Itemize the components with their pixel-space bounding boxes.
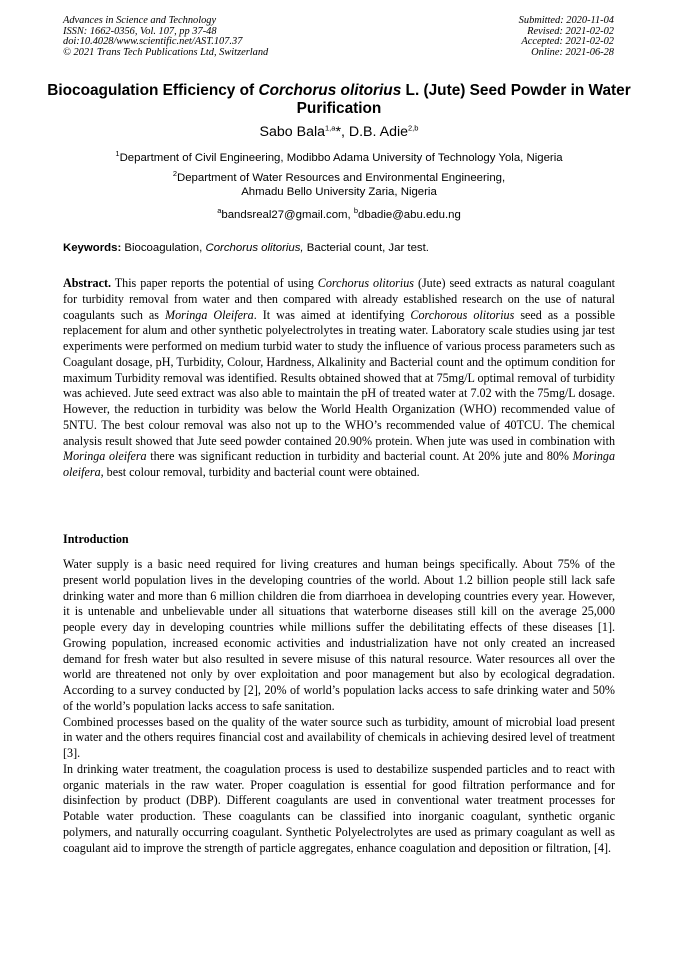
author-2-affiliation: 2,b: [408, 123, 419, 133]
email-a: bandsreal27@gmail.com,: [221, 209, 354, 221]
affiliation-2: [0, 171, 678, 199]
abstract-label: Abstract.: [63, 276, 112, 290]
paper-title: [40, 82, 638, 118]
submitted-date: Submitted: 2020-11-04: [518, 15, 614, 26]
corresponding-mark: *,: [335, 124, 349, 140]
publication-dates: [519, 16, 614, 58]
author-1-affiliation: 1,a: [325, 123, 336, 133]
abstract-text: (Jute) seed extracts as natural coagulant for turbidity removal from water and then compared with already established research on the use of natural coagulants such as: [63, 276, 616, 322]
author-emails: [0, 208, 678, 222]
abstract-text: . It was aimed at identifying: [253, 307, 411, 322]
introduction-paragraph-1: Water supply is a basic need required for living creatures and human beings specifically. About 75% of the present world population lives in the developing countries of the world. About 1.2 billion people still lack safe drinking water and more than 6 million children die from diarrhoea in developing countries every year. However, it is untenable and unbelievable under all situations that waterborne diseases still kill on the average 25,000 people every day in developing countries while millions suffer the debilitating effects of these diseases [1]. Growing population, increased economic activities and industrialization have not only created an increased demand for fresh water but also resulted in severe misuse of this natural resource. Water resources all over the world are threatened not only by over exploitation and poor management but also by ecological degradation. According to a survey conducted by [2], 20% of world’s population lacks access to safe drinking water and 50% of the world’s population lacks access to safe sanitation.: [63, 557, 615, 713]
email-b-mark: b: [353, 206, 359, 216]
keywords-text-1: Biocoagulation,: [121, 242, 206, 254]
affiliation-2-mark: 2: [172, 169, 177, 179]
abstract: [63, 276, 615, 481]
journal-name: Advances in Science and Technology: [63, 15, 217, 26]
introduction-heading: Introduction: [63, 532, 129, 546]
abstract-text: best colour removal, turbidity and bacterial count were obtained.: [103, 465, 420, 479]
email-a-mark: a: [217, 206, 222, 216]
title-part-2: L. (Jute) Seed Powder in Water Purification: [296, 82, 631, 117]
affiliation-1-text: Department of Civil Engineering, Modibbo Adama University of Technology Yola, Nigeria: [119, 152, 563, 164]
title-species: Corchorus olitorius: [258, 82, 402, 99]
abstract-species: Moringa Oleifera: [165, 307, 254, 322]
abstract-species: Moringa oleifera,: [63, 449, 615, 479]
online-date: Online: 2021-06-28: [531, 46, 614, 58]
abstract-species: Moringa oleifera: [63, 449, 147, 464]
abstract-species: Corchorous olitorius: [410, 307, 515, 322]
keywords-text-2: Bacterial count, Jar test.: [303, 242, 429, 254]
affiliation-2-line-1: Department of Water Resources and Environmental Engineering,: [176, 172, 506, 184]
title-part-1: Biocoagulation Efficiency of: [47, 82, 259, 99]
keywords-label: Keywords:: [63, 242, 122, 254]
abstract-text: This paper reports the potential of using: [111, 276, 318, 290]
keywords-line: [63, 241, 623, 255]
affiliation-1: [0, 151, 678, 165]
author-list: [0, 124, 678, 141]
abstract-text: seed as a possible replacement for alum and other synthetic polyelectrolytes in treating water. Laboratory scale studies using jar test experiments were performed on medium turbid water to study the influence of various process parameters such as Coagulant dosage, pH, Turbidity, Colour, Hardness, Alkalinity and Bacterial count and the optimum condition for maximum Turbidity removal was identified. Results obtained showed that at 75mg/L optimal removal of turbidity was achieved. Jute seed extract was also able to maintain the pH of treated water at 7.02 with the 75mg/L dosage. However, the reduction in turbidity was below the World Health Organization (WHO) recommended value of 5NTU. The best colour removal was also not up to the WHO’s recommended value of 40TCU. The chemical analysis result showed that Jute seed powder contained 20.90% protein. When jute was used in combination with: [63, 307, 615, 448]
introduction-paragraph-2: Combined processes based on the quality of the water source such as turbidity, amount of microbial load present in water and the others requires financial cost and availability of chemicals in achieving desired level of treatment [3].: [63, 714, 615, 760]
accepted-date: Accepted: 2021-02-02: [521, 36, 614, 48]
abstract-text: there was significant reduction in turbidity and bacterial count. At 20% jute and 80%: [146, 449, 573, 464]
introduction-paragraph-3: In drinking water treatment, the coagulation process is used to destabilize suspended particles and to react with organic materials in the raw water. Proper coagulation is essential for good filtration performance and for disinfection by product (DBP). Different coagulants are used in conventional water treatment processes for Potable water production. These coagulants can be classified into inorganic coagulant, synthetic organic polymers, and naturally occurring coagulant. Synthetic Polyelectrolytes are used as primary coagulant as well as coagulant aid to improve the strength of particle aggregates, enhance coagulation and deposition or filtration, [4].: [63, 761, 615, 855]
affiliation-2-line-2: Ahmadu Bello University Zaria, Nigeria: [241, 186, 437, 198]
journal-info: [63, 16, 268, 58]
keywords-species: Corchorus olitorius,: [205, 242, 304, 254]
issn-line: ISSN: 1662-0356, Vol. 107, pp 37-48: [63, 25, 217, 37]
copyright-line: © 2021 Trans Tech Publications Ltd, Switzerland: [63, 46, 269, 58]
author-1: Sabo Bala: [259, 124, 326, 140]
introduction-body: [63, 557, 615, 856]
doi-line: doi:10.4028/www.scientific.net/AST.107.37: [63, 36, 243, 48]
revised-date: Revised: 2021-02-02: [527, 25, 614, 37]
author-2: D.B. Adie: [348, 124, 409, 140]
email-b: dbadie@abu.edu.ng: [358, 209, 461, 221]
affiliation-1-mark: 1: [115, 149, 120, 159]
abstract-species: Corchorus olitorius: [317, 276, 414, 290]
